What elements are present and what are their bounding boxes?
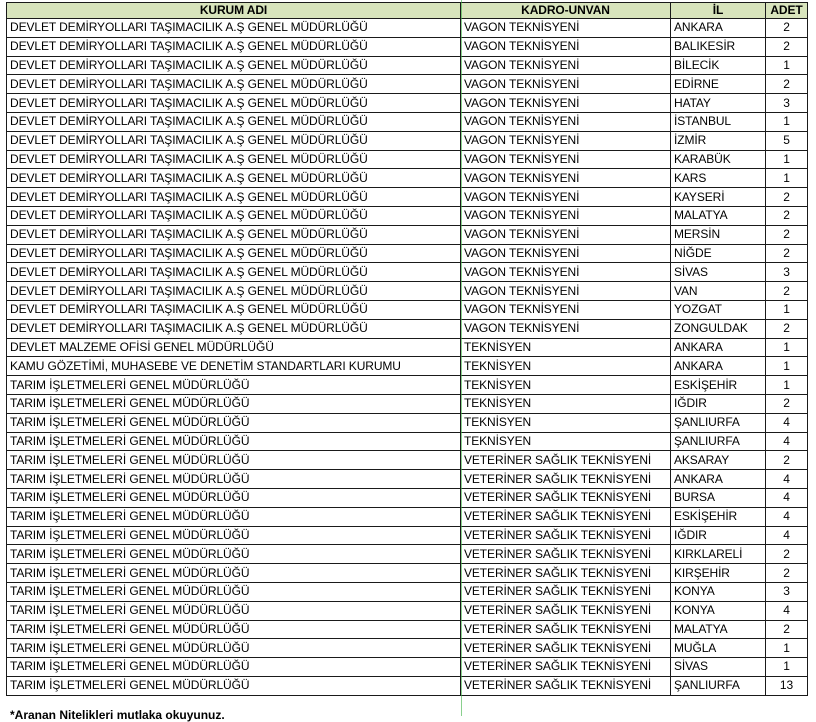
cell-kurum-adi[interactable]: DEVLET DEMİRYOLLARI TAŞIMACILIK A.Ş GENEL MÜDÜRLÜĞÜ [7,131,461,150]
cell-il[interactable]: ANKARA [671,470,766,489]
header-row [7,3,808,19]
cell-kurum-adi[interactable]: DEVLET DEMİRYOLLARI TAŞIMACILIK A.Ş GENEL MÜDÜRLÜĞÜ [7,225,461,244]
cell-kurum-adi[interactable]: DEVLET DEMİRYOLLARI TAŞIMACILIK A.Ş GENEL MÜDÜRLÜĞÜ [7,188,461,207]
table-row [7,112,808,131]
cell-kadro-unvan[interactable]: VAGON TEKNİSYENİ [461,19,671,38]
table-row [7,263,808,282]
cell-kurum-adi[interactable]: TARIM İŞLETMELERİ GENEL MÜDÜRLÜĞÜ [7,639,461,658]
cell-kurum-adi[interactable]: TARIM İŞLETMELERİ GENEL MÜDÜRLÜĞÜ [7,658,461,677]
cell-kadro-unvan[interactable]: VAGON TEKNİSYENİ [461,37,671,56]
cell-adet[interactable]: 4 [766,413,808,432]
cell-kurum-adi[interactable]: DEVLET DEMİRYOLLARI TAŞIMACILIK A.Ş GENEL MÜDÜRLÜĞÜ [7,282,461,301]
cell-kadro-unvan[interactable]: VAGON TEKNİSYENİ [461,206,671,225]
cell-il[interactable]: MUĞLA [671,639,766,658]
table-row [7,244,808,263]
table-row [7,582,808,601]
cell-kadro-unvan[interactable]: VETERİNER SAĞLIK TEKNİSYENİ [461,601,671,620]
cell-kurum-adi[interactable]: DEVLET DEMİRYOLLARI TAŞIMACILIK A.Ş GENEL MÜDÜRLÜĞÜ [7,94,461,113]
cell-adet[interactable]: 1 [766,658,808,677]
cell-kadro-unvan[interactable]: VAGON TEKNİSYENİ [461,94,671,113]
cell-kurum-adi[interactable]: DEVLET DEMİRYOLLARI TAŞIMACILIK A.Ş GENEL MÜDÜRLÜĞÜ [7,37,461,56]
cell-adet[interactable]: 2 [766,319,808,338]
table-row [7,94,808,113]
cell-adet[interactable]: 4 [766,601,808,620]
cell-kurum-adi[interactable]: KAMU GÖZETİMİ, MUHASEBE VE DENETİM STANDARTLARI KURUMU [7,357,461,376]
column-divider [461,0,462,716]
cell-il[interactable]: SİVAS [671,263,766,282]
cell-il[interactable]: BİLECİK [671,56,766,75]
cell-kadro-unvan[interactable]: VAGON TEKNİSYENİ [461,75,671,94]
cell-il[interactable]: KONYA [671,601,766,620]
cell-kurum-adi[interactable]: TARIM İŞLETMELERİ GENEL MÜDÜRLÜĞÜ [7,470,461,489]
cell-kurum-adi[interactable]: TARIM İŞLETMELERİ GENEL MÜDÜRLÜĞÜ [7,376,461,395]
cell-adet[interactable]: 4 [766,432,808,451]
table-row [7,545,808,564]
cell-il[interactable]: KARABÜK [671,150,766,169]
cell-kurum-adi[interactable]: DEVLET DEMİRYOLLARI TAŞIMACILIK A.Ş GENEL MÜDÜRLÜĞÜ [7,75,461,94]
cell-kurum-adi[interactable]: DEVLET DEMİRYOLLARI TAŞIMACILIK A.Ş GENEL MÜDÜRLÜĞÜ [7,300,461,319]
cell-adet[interactable]: 3 [766,94,808,113]
cell-kurum-adi[interactable]: TARIM İŞLETMELERİ GENEL MÜDÜRLÜĞÜ [7,676,461,695]
cell-kadro-unvan[interactable]: VETERİNER SAĞLIK TEKNİSYENİ [461,676,671,695]
table-row [7,188,808,207]
cell-il[interactable]: EDİRNE [671,75,766,94]
table-row [7,658,808,677]
cell-il[interactable]: VAN [671,282,766,301]
cell-kadro-unvan[interactable]: VETERİNER SAĞLIK TEKNİSYENİ [461,658,671,677]
cell-kadro-unvan[interactable]: VAGON TEKNİSYENİ [461,300,671,319]
cell-il[interactable]: KAYSERİ [671,188,766,207]
cell-adet[interactable]: 1 [766,169,808,188]
table-row [7,470,808,489]
header-adet[interactable]: ADET [766,3,808,19]
cell-il[interactable]: ŞANLIURFA [671,432,766,451]
cell-adet[interactable]: 1 [766,376,808,395]
cell-adet[interactable]: 2 [766,37,808,56]
cell-il[interactable]: BURSA [671,488,766,507]
table-row [7,338,808,357]
cell-il[interactable]: ANKARA [671,357,766,376]
table-row [7,206,808,225]
cell-kadro-unvan[interactable]: VETERİNER SAĞLIK TEKNİSYENİ [461,507,671,526]
table-row [7,451,808,470]
cell-adet[interactable]: 13 [766,676,808,695]
cell-kadro-unvan[interactable]: VAGON TEKNİSYENİ [461,169,671,188]
cell-adet[interactable]: 2 [766,564,808,583]
cell-il[interactable]: MALATYA [671,620,766,639]
cell-il[interactable]: MERSİN [671,225,766,244]
cell-adet[interactable]: 2 [766,282,808,301]
table-row [7,394,808,413]
cell-kadro-unvan[interactable]: VETERİNER SAĞLIK TEKNİSYENİ [461,564,671,583]
table-row [7,676,808,695]
cell-kurum-adi[interactable]: TARIM İŞLETMELERİ GENEL MÜDÜRLÜĞÜ [7,526,461,545]
cell-il[interactable]: ŞANLIURFA [671,413,766,432]
cell-adet[interactable]: 1 [766,300,808,319]
cell-adet[interactable]: 3 [766,263,808,282]
cell-adet[interactable]: 4 [766,507,808,526]
cell-kadro-unvan[interactable]: VETERİNER SAĞLIK TEKNİSYENİ [461,639,671,658]
cell-adet[interactable]: 4 [766,526,808,545]
cell-kadro-unvan[interactable]: VAGON TEKNİSYENİ [461,150,671,169]
cell-adet[interactable]: 2 [766,545,808,564]
cell-kadro-unvan[interactable]: VAGON TEKNİSYENİ [461,225,671,244]
cell-kadro-unvan[interactable]: VETERİNER SAĞLIK TEKNİSYENİ [461,545,671,564]
cell-il[interactable]: ANKARA [671,19,766,38]
table-row [7,37,808,56]
cell-adet[interactable]: 1 [766,150,808,169]
cell-il[interactable]: NİĞDE [671,244,766,263]
table-row [7,413,808,432]
cell-kadro-unvan[interactable]: VAGON TEKNİSYENİ [461,188,671,207]
cell-adet[interactable]: 2 [766,206,808,225]
cell-kadro-unvan[interactable]: VAGON TEKNİSYENİ [461,131,671,150]
cell-il[interactable]: MALATYA [671,206,766,225]
cell-kurum-adi[interactable]: TARIM İŞLETMELERİ GENEL MÜDÜRLÜĞÜ [7,451,461,470]
cell-adet[interactable]: 2 [766,188,808,207]
cell-il[interactable]: AKSARAY [671,451,766,470]
cell-il[interactable]: İSTANBUL [671,112,766,131]
cell-kurum-adi[interactable]: TARIM İŞLETMELERİ GENEL MÜDÜRLÜĞÜ [7,564,461,583]
cell-adet[interactable]: 2 [766,225,808,244]
cell-kadro-unvan[interactable]: VETERİNER SAĞLIK TEKNİSYENİ [461,582,671,601]
table-row [7,526,808,545]
cell-adet[interactable]: 2 [766,19,808,38]
cell-il[interactable]: IĞDIR [671,394,766,413]
cell-adet[interactable]: 1 [766,338,808,357]
table-row [7,601,808,620]
cell-kurum-adi[interactable]: TARIM İŞLETMELERİ GENEL MÜDÜRLÜĞÜ [7,413,461,432]
kadro-table [6,2,808,696]
cell-kurum-adi[interactable]: DEVLET DEMİRYOLLARI TAŞIMACILIK A.Ş GENEL MÜDÜRLÜĞÜ [7,206,461,225]
table-row [7,131,808,150]
cell-kadro-unvan[interactable]: VAGON TEKNİSYENİ [461,112,671,131]
cell-kurum-adi[interactable]: TARIM İŞLETMELERİ GENEL MÜDÜRLÜĞÜ [7,582,461,601]
cell-adet[interactable]: 1 [766,112,808,131]
cell-kurum-adi[interactable]: DEVLET DEMİRYOLLARI TAŞIMACILIK A.Ş GENEL MÜDÜRLÜĞÜ [7,244,461,263]
cell-kadro-unvan[interactable]: VAGON TEKNİSYENİ [461,244,671,263]
table-row [7,75,808,94]
cell-adet[interactable]: 2 [766,451,808,470]
cell-kadro-unvan[interactable]: TEKNİSYEN [461,394,671,413]
header-kurum-adi[interactable]: KURUM ADI [7,3,461,19]
cell-il[interactable]: KIRŞEHİR [671,564,766,583]
cell-kurum-adi[interactable]: DEVLET DEMİRYOLLARI TAŞIMACILIK A.Ş GENEL MÜDÜRLÜĞÜ [7,150,461,169]
cell-il[interactable]: IĞDIR [671,526,766,545]
cell-adet[interactable]: 2 [766,244,808,263]
cell-kadro-unvan[interactable]: VETERİNER SAĞLIK TEKNİSYENİ [461,488,671,507]
cell-adet[interactable]: 3 [766,582,808,601]
table-row [7,357,808,376]
cell-adet[interactable]: 1 [766,56,808,75]
table-row [7,319,808,338]
cell-kadro-unvan[interactable]: TEKNİSYEN [461,357,671,376]
cell-kurum-adi[interactable]: TARIM İŞLETMELERİ GENEL MÜDÜRLÜĞÜ [7,545,461,564]
cell-adet[interactable]: 1 [766,639,808,658]
cell-kadro-unvan[interactable]: VAGON TEKNİSYENİ [461,263,671,282]
cell-il[interactable]: KIRKLARELİ [671,545,766,564]
cell-kurum-adi[interactable]: DEVLET DEMİRYOLLARI TAŞIMACILIK A.Ş GENEL MÜDÜRLÜĞÜ [7,263,461,282]
cell-kurum-adi[interactable]: TARIM İŞLETMELERİ GENEL MÜDÜRLÜĞÜ [7,432,461,451]
table-row [7,639,808,658]
cell-il[interactable]: ZONGULDAK [671,319,766,338]
table-row [7,225,808,244]
cell-il[interactable]: HATAY [671,94,766,113]
table-row [7,56,808,75]
cell-il[interactable]: ANKARA [671,338,766,357]
cell-kurum-adi[interactable]: DEVLET DEMİRYOLLARI TAŞIMACILIK A.Ş GENEL MÜDÜRLÜĞÜ [7,19,461,38]
table-row [7,376,808,395]
cell-kurum-adi[interactable]: TARIM İŞLETMELERİ GENEL MÜDÜRLÜĞÜ [7,601,461,620]
cell-adet[interactable]: 5 [766,131,808,150]
cell-kurum-adi[interactable]: DEVLET DEMİRYOLLARI TAŞIMACILIK A.Ş GENEL MÜDÜRLÜĞÜ [7,319,461,338]
table-row [7,432,808,451]
cell-il[interactable]: YOZGAT [671,300,766,319]
cell-kadro-unvan[interactable]: TEKNİSYEN [461,432,671,451]
cell-il[interactable]: KARS [671,169,766,188]
table-row [7,488,808,507]
cell-kurum-adi[interactable]: DEVLET MALZEME OFİSİ GENEL MÜDÜRLÜĞÜ [7,338,461,357]
cell-kurum-adi[interactable]: TARIM İŞLETMELERİ GENEL MÜDÜRLÜĞÜ [7,394,461,413]
cell-adet[interactable]: 1 [766,357,808,376]
table-row [7,300,808,319]
table-body [7,19,808,696]
cell-il[interactable]: SİVAS [671,658,766,677]
table-row [7,169,808,188]
table-row [7,620,808,639]
cell-kadro-unvan[interactable]: VAGON TEKNİSYENİ [461,56,671,75]
cell-kadro-unvan[interactable]: TEKNİSYEN [461,376,671,395]
cell-kurum-adi[interactable]: TARIM İŞLETMELERİ GENEL MÜDÜRLÜĞÜ [7,507,461,526]
table-row [7,564,808,583]
table-row [7,19,808,38]
cell-kadro-unvan[interactable]: VETERİNER SAĞLIK TEKNİSYENİ [461,470,671,489]
table-row [7,507,808,526]
header-il[interactable]: İL [671,3,766,19]
cell-il[interactable]: ŞANLIURFA [671,676,766,695]
header-kadro-unvan[interactable]: KADRO-UNVAN [461,3,671,19]
cell-kadro-unvan[interactable]: TEKNİSYEN [461,413,671,432]
cell-il[interactable]: BALIKESİR [671,37,766,56]
cell-kurum-adi[interactable]: DEVLET DEMİRYOLLARI TAŞIMACILIK A.Ş GENEL MÜDÜRLÜĞÜ [7,112,461,131]
cell-kadro-unvan[interactable]: VETERİNER SAĞLIK TEKNİSYENİ [461,451,671,470]
cell-kadro-unvan[interactable]: VETERİNER SAĞLIK TEKNİSYENİ [461,620,671,639]
footnote: *Aranan Nitelikleri mutlaka okuyunuz. [10,708,225,722]
cell-kadro-unvan[interactable]: VAGON TEKNİSYENİ [461,282,671,301]
cell-kadro-unvan[interactable]: VETERİNER SAĞLIK TEKNİSYENİ [461,526,671,545]
cell-kadro-unvan[interactable]: VAGON TEKNİSYENİ [461,319,671,338]
table-row [7,150,808,169]
cell-adet[interactable]: 2 [766,620,808,639]
cell-il[interactable]: İZMİR [671,131,766,150]
cell-adet[interactable]: 4 [766,488,808,507]
cell-il[interactable]: ESKİŞEHİR [671,376,766,395]
cell-kurum-adi[interactable]: DEVLET DEMİRYOLLARI TAŞIMACILIK A.Ş GENEL MÜDÜRLÜĞÜ [7,56,461,75]
cell-il[interactable]: KONYA [671,582,766,601]
cell-kurum-adi[interactable]: TARIM İŞLETMELERİ GENEL MÜDÜRLÜĞÜ [7,488,461,507]
table-row [7,282,808,301]
cell-adet[interactable]: 2 [766,75,808,94]
cell-kurum-adi[interactable]: DEVLET DEMİRYOLLARI TAŞIMACILIK A.Ş GENEL MÜDÜRLÜĞÜ [7,169,461,188]
cell-adet[interactable]: 4 [766,470,808,489]
cell-kadro-unvan[interactable]: TEKNİSYEN [461,338,671,357]
cell-il[interactable]: ESKİŞEHİR [671,507,766,526]
cell-kurum-adi[interactable]: TARIM İŞLETMELERİ GENEL MÜDÜRLÜĞÜ [7,620,461,639]
cell-adet[interactable]: 2 [766,394,808,413]
